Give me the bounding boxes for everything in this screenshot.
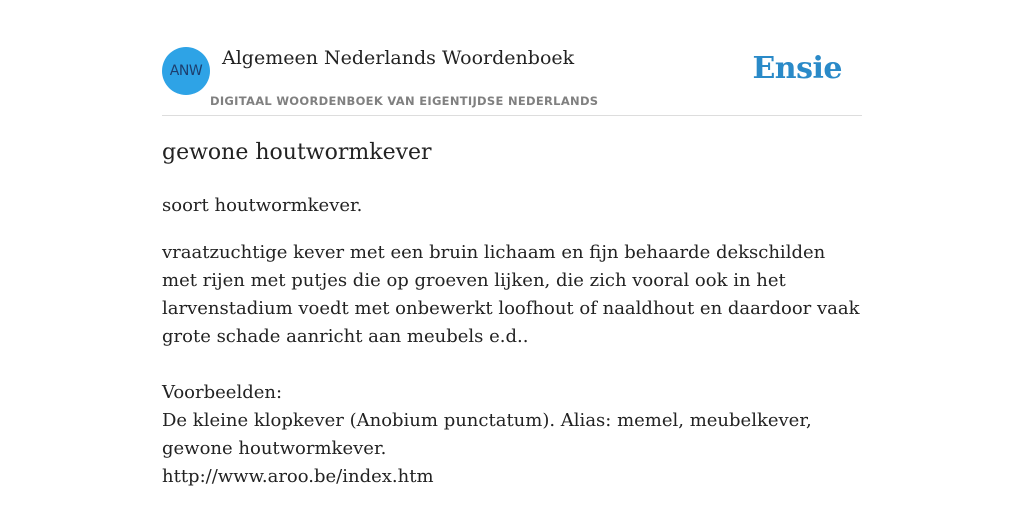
anw-logo[interactable] [162,47,210,95]
entry-title: gewone houtwormkever [162,140,432,165]
short-definition: soort houtwormkever. [162,195,363,216]
site-header [162,44,862,116]
definition: vraatzuchtige kever met een bruin lichaam en fijn behaarde dekschilden met rijen met putjes die op groeven lijken, die zich vooral ook in het larvenstadium voedt met onbewerkt loofhout of naaldhout en daardoor vaak grote schade aanricht aan meubels e.d.. [162,242,860,347]
site-title[interactable]: Algemeen Nederlands Woordenboek [222,47,575,69]
logo-text: ANW [169,63,203,79]
example-source-link[interactable]: http://www.aroo.be/index.htm [162,466,434,487]
ensie-brand-link[interactable]: Ensie [752,51,842,86]
site-subtitle: DIGITAAL WOORDENBOEK VAN EIGENTIJDSE NEDERLANDS [210,94,599,108]
examples-heading: Voorbeelden: [162,382,283,403]
example-text: De kleine klopkever (Anobium punctatum). Alias: memel, meubelkever, gewone houtwormkever. [162,410,812,459]
examples-section [162,379,862,491]
